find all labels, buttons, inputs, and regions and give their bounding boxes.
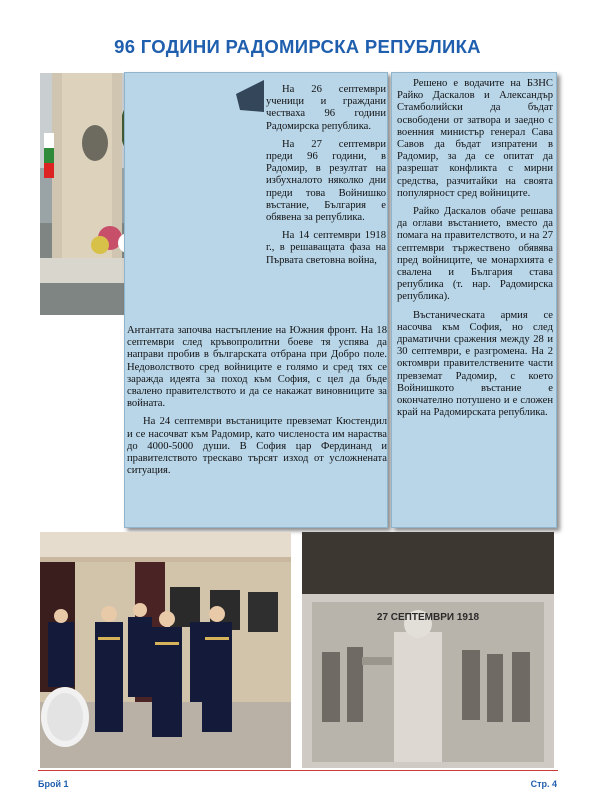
paragraph: Въстаническата армия се насочва към София, но след драматични сражения между 28 и 30 септември, е разгромена. На 2 октомври правителствените части превземат Радомир, с което Войнишкото въстание е окончателно потушено и е сложен край на Радомирската република.	[397, 309, 553, 419]
paragraph: На 24 септември въстаниците превземат Кюстендил и се насочват към Радомир, като численоста им нараства до 4000-5000 души. В София цар Фердинанд и правителството трескаво търсят изход от усложнената ситуация.	[127, 416, 387, 477]
paragraph: На 26 септември ученици и граждани честваха 96 години Радомирска република.	[266, 84, 386, 132]
article-text-right	[397, 78, 553, 425]
paragraph: На 14 септември 1918 г., в решаващата фаза на Първата световна война,	[266, 230, 386, 266]
article-text-wide	[127, 325, 387, 483]
article-text-narrow	[266, 84, 386, 273]
paragraph: На 27 септември преди 96 години, в Радомир, в резултат на избухналото няколко дни преди това Войнишко въстание, България е обявена за република.	[266, 138, 386, 224]
page-title: 96 ГОДИНИ РАДОМИРСКА РЕПУБЛИКА	[114, 36, 481, 57]
monument-inscription: 27 СЕПТЕМВРИ 1918	[376, 612, 480, 623]
issue-number: Брой 1	[38, 779, 69, 789]
monument-relief-photo	[302, 532, 554, 768]
school-band-photo	[40, 532, 291, 768]
paragraph: Антантата започва настъплениe на Южния фронт. На 18 септември след кръвопролитни боеве тя успява да направи пробив в българската отбрана при Добро поле. Недоволството сред войниците е голямо и сред тях се заражда идеята за поход към София, с цел да бъде свалено правителството и да се накажат виновниците за войната.	[127, 325, 387, 410]
paragraph: Райко Даскалов обаче решава да оглави въстанието, вместо да помага на правителството, и на 27 септември тържествено обявява пред войниците, че монархията е свалена и България става република (т. нар. Радомирска република).	[397, 206, 553, 303]
flag-icon	[236, 80, 266, 112]
page-number: Стр. 4	[530, 779, 557, 789]
footer-divider	[38, 770, 558, 771]
paragraph: Решено е водачите на БЗНС Райко Даскалов и Александър Стамболийски да бъдат освободени от затвора и заедно с военния министър генерал Сава Савов да бъдат изпратени в Радомир, за да се опитат да разрешат конфликта с мирни средства, разчитайки на своята популярност сред войниците.	[397, 78, 553, 199]
